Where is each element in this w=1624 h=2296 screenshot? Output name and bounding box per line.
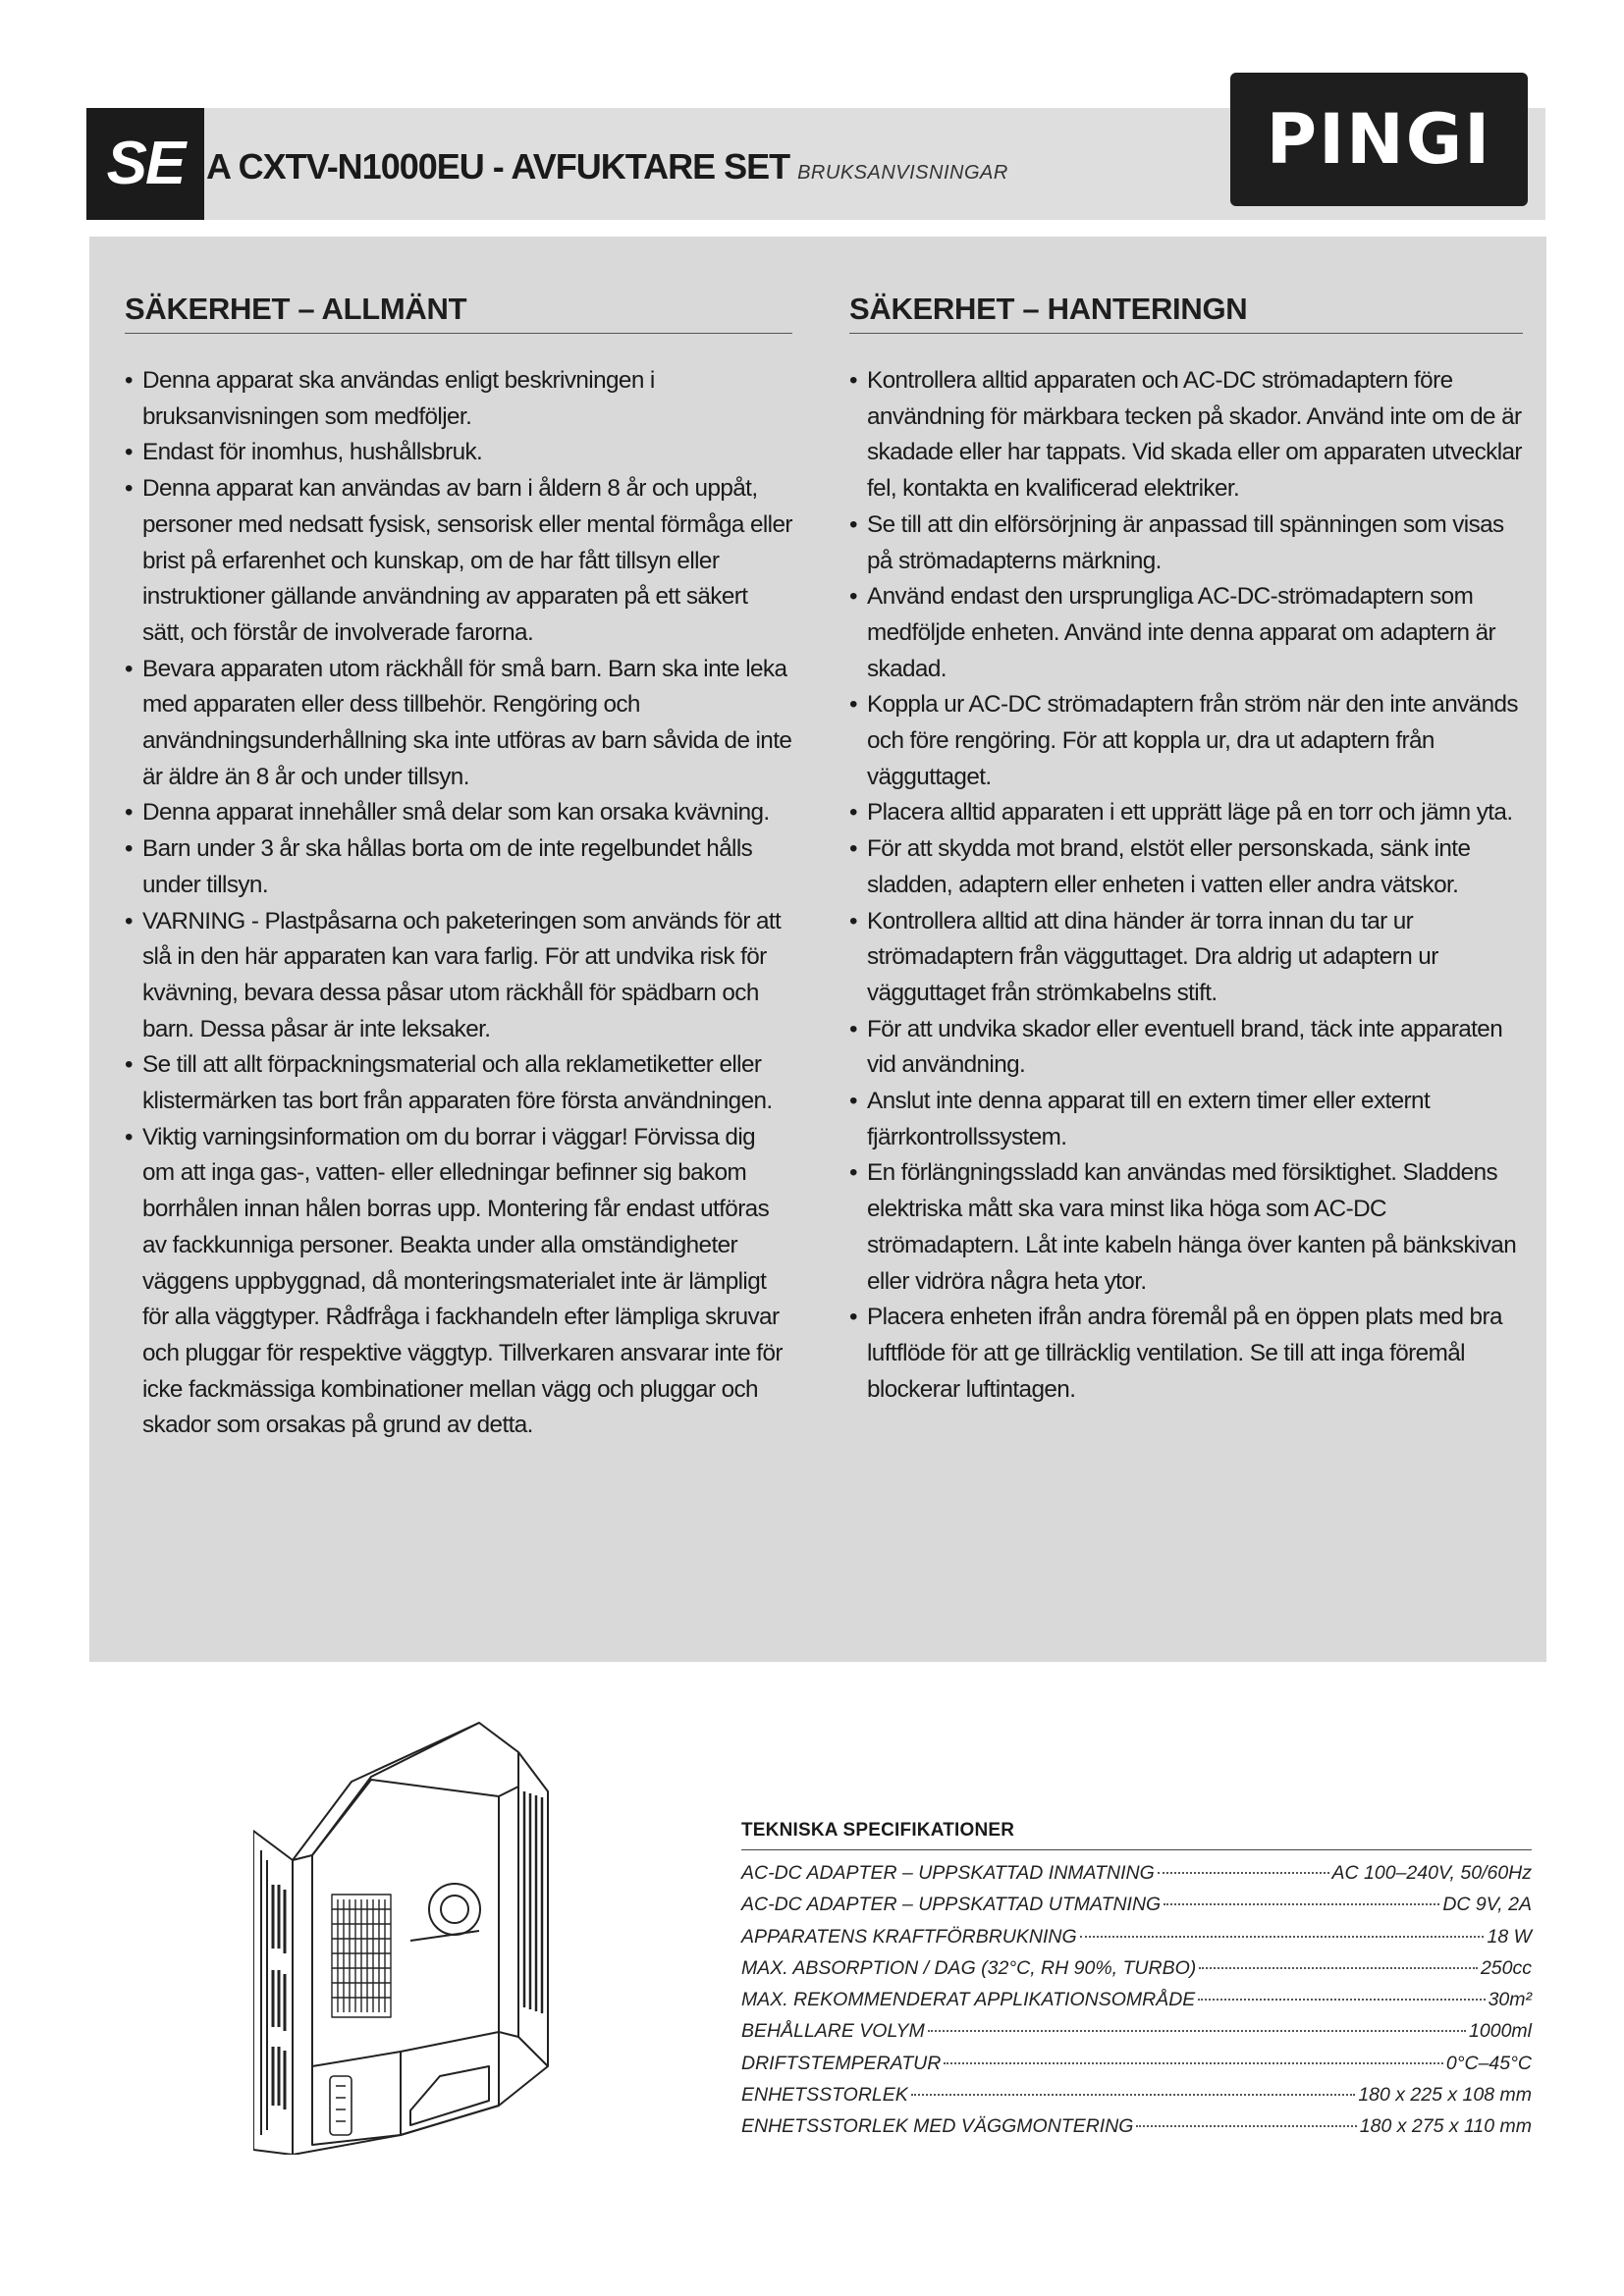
safety-handling-list bbox=[849, 363, 1523, 1408]
dot-leader bbox=[911, 2094, 1356, 2096]
list-item: • VARNING - Plastpåsarna och paketeringen som används för att slå in den här apparaten kan vara farlig. För att undvika risk för kvävning, bevara dessa påsar utom räckhåll för spädbarn och barn. Dessa påsar är inte leksaker. bbox=[125, 904, 792, 1048]
spec-value: AC 100–240V, 50/60Hz bbox=[1331, 1862, 1532, 1884]
spec-label: ENHETSSTORLEK bbox=[741, 2084, 908, 2107]
spec-row bbox=[741, 2115, 1532, 2147]
list-item: • Kontrollera alltid apparaten och AC-DC strömadaptern före användning för märkbara tecken på skador. Använd inte om de är skadade eller har tappats. Vid skada eller om apparaten utvecklar fel, kontakta en kvalificerad elektriker. bbox=[849, 363, 1523, 507]
dot-leader bbox=[1164, 1903, 1439, 1905]
spec-rows bbox=[741, 1862, 1532, 2148]
list-item: • Se till att din elförsörjning är anpassad till spänningen som visas på strömadapterns märkning. bbox=[849, 507, 1523, 579]
specs-heading: TEKNISKA SPECIFIKATIONER bbox=[741, 1820, 1532, 1850]
safety-handling-section bbox=[849, 292, 1523, 1408]
spec-row bbox=[741, 1862, 1532, 1894]
safety-handling-heading: SÄKERHET – HANTERINGN bbox=[849, 292, 1523, 334]
spec-value: 180 x 275 x 110 mm bbox=[1359, 2115, 1532, 2138]
spec-value: 1000ml bbox=[1469, 2020, 1532, 2043]
spec-row bbox=[741, 2053, 1532, 2084]
spec-row bbox=[741, 1989, 1532, 2020]
spec-value: 250cc bbox=[1480, 1956, 1532, 1979]
safety-general-list bbox=[125, 363, 792, 1444]
spec-label: AC-DC ADAPTER – UPPSKATTAD INMATNING bbox=[741, 1862, 1155, 1884]
spec-row bbox=[741, 1894, 1532, 1925]
dot-leader bbox=[1158, 1872, 1329, 1874]
spec-label: ENHETSSTORLEK MED VÄGGMONTERING bbox=[741, 2115, 1134, 2138]
list-item: • Viktig varningsinformation om du borrar i väggar! Förvissa dig om att inga gas-, vatten- eller elledningar befinner sig bakom borrhålen innan hålen borras upp. Montering får endast utföras av fackkunniga personer. Beakta under alla omständigheter väggens uppbyggnad, då monteringsmaterialet inte är lämpligt för alla väggtyper. Rådfråga i fackhandeln efter lämpliga skruvar och pluggar för respektive väggtyp. Tillverkaren ansvarar inte för icke fackmässiga kombinationer mellan vägg och pluggar och skador som orsakas på grund av detta. bbox=[125, 1120, 792, 1444]
list-item: • Denna apparat ska användas enligt beskrivningen i bruksanvisningen som medföljer. bbox=[125, 363, 792, 435]
spec-label: APPARATENS KRAFTFÖRBRUKNING bbox=[741, 1925, 1077, 1948]
spec-value: DC 9V, 2A bbox=[1442, 1894, 1532, 1916]
spec-value: 0°C–45°C bbox=[1445, 2052, 1532, 2074]
dot-leader bbox=[1198, 1999, 1485, 2001]
spec-row bbox=[741, 2084, 1532, 2115]
list-item: • Barn under 3 år ska hållas borta om de inte regelbundet hålls under tillsyn. bbox=[125, 831, 792, 903]
list-item: • För att undvika skador eller eventuell brand, täck inte apparaten vid användning. bbox=[849, 1012, 1523, 1084]
dot-leader bbox=[1080, 1936, 1485, 1938]
list-item: • Denna apparat innehåller små delar som kan orsaka kvävning. bbox=[125, 795, 792, 831]
list-item: • Bevara apparaten utom räckhåll för små barn. Barn ska inte leka med apparaten eller dess tillbehör. Rengöring och användningsunderhållning ska inte utföras av barn såvida de inte är äldre än 8 år och under tillsyn. bbox=[125, 652, 792, 796]
list-item: • Endast för inomhus, hushållsbruk. bbox=[125, 435, 792, 471]
spec-value: 180 x 225 x 108 mm bbox=[1358, 2084, 1532, 2107]
spec-label: DRIFTSTEMPERATUR bbox=[741, 2052, 942, 2074]
safety-panel bbox=[89, 237, 1546, 1662]
technical-specifications bbox=[741, 1820, 1532, 2148]
product-title: A CXTV-N1000EU - AVFUKTARE SET bbox=[206, 146, 790, 187]
list-item: • Placera alltid apparaten i ett upprätt läge på en torr och jämn yta. bbox=[849, 795, 1523, 831]
list-item: • Se till att allt förpackningsmaterial och alla reklametiketter eller klistermärken tas bort från apparaten före första användningen. bbox=[125, 1047, 792, 1119]
page-subtitle: BRUKSANVISNINGAR bbox=[797, 162, 1008, 184]
spec-value: 18 W bbox=[1487, 1925, 1532, 1948]
list-item: • Anslut inte denna apparat till en extern timer eller externt fjärrkontrollssystem. bbox=[849, 1084, 1523, 1155]
safety-general-section bbox=[125, 292, 792, 1444]
spec-label: AC-DC ADAPTER – UPPSKATTAD UTMATNING bbox=[741, 1894, 1162, 1916]
list-item: • Använd endast den ursprungliga AC-DC-strömadaptern som medföljde enheten. Använd inte denna apparat om adaptern är skadad. bbox=[849, 579, 1523, 687]
spec-row bbox=[741, 1957, 1532, 1989]
list-item: • Koppla ur AC-DC strömadaptern från ström när den inte används och före rengöring. För att koppla ur, dra ut adaptern från vägguttaget. bbox=[849, 687, 1523, 795]
list-item: • Placera enheten ifrån andra föremål på en öppen plats med bra luftflöde för att ge tillräcklig ventilation. Se till att inga föremål blockerar luftintagen. bbox=[849, 1300, 1523, 1408]
spec-value: 30m² bbox=[1488, 1989, 1532, 2011]
safety-general-heading: SÄKERHET – ALLMÄNT bbox=[125, 292, 792, 334]
dehumidifier-illustration bbox=[253, 1713, 568, 2155]
spec-row bbox=[741, 2020, 1532, 2052]
spec-label: MAX. ABSORPTION / DAG (32°C, RH 90%, TURBO) bbox=[741, 1956, 1197, 1979]
list-item: • För att skydda mot brand, elstöt eller personskada, sänk inte sladden, adaptern eller enheten i vatten eller andra vätskor. bbox=[849, 831, 1523, 903]
spec-label: MAX. REKOMMENDERAT APPLIKATIONSOMRÅDE bbox=[741, 1989, 1196, 2011]
spec-row bbox=[741, 1926, 1532, 1957]
dot-leader bbox=[1136, 2125, 1356, 2127]
brand-logo: PINGI bbox=[1230, 73, 1528, 206]
spec-label: BEHÅLLARE VOLYM bbox=[741, 2020, 925, 2043]
list-item: • En förlängningssladd kan användas med försiktighet. Sladdens elektriska mått ska vara minst lika höga som AC-DC strömadaptern. Låt inte kabeln hänga över kanten på bänkskivan eller vidröra några heta ytor. bbox=[849, 1155, 1523, 1300]
dot-leader bbox=[928, 2030, 1466, 2032]
language-badge: SE bbox=[86, 108, 204, 220]
dot-leader bbox=[944, 2062, 1443, 2064]
page-title bbox=[206, 145, 1008, 188]
dot-leader bbox=[1199, 1967, 1478, 1969]
list-item: • Denna apparat kan användas av barn i åldern 8 år och uppåt, personer med nedsatt fysisk, sensorisk eller mental förmåga eller brist på erfarenhet och kunskap, om de har fått tillsyn eller instruktioner gällande användning av apparaten på ett säkert sätt, och förstår de involverade farorna. bbox=[125, 471, 792, 652]
list-item: • Kontrollera alltid att dina händer är torra innan du tar ur strömadaptern från vägguttaget. Dra aldrig ut adaptern ur vägguttaget från strömkabelns stift. bbox=[849, 904, 1523, 1012]
